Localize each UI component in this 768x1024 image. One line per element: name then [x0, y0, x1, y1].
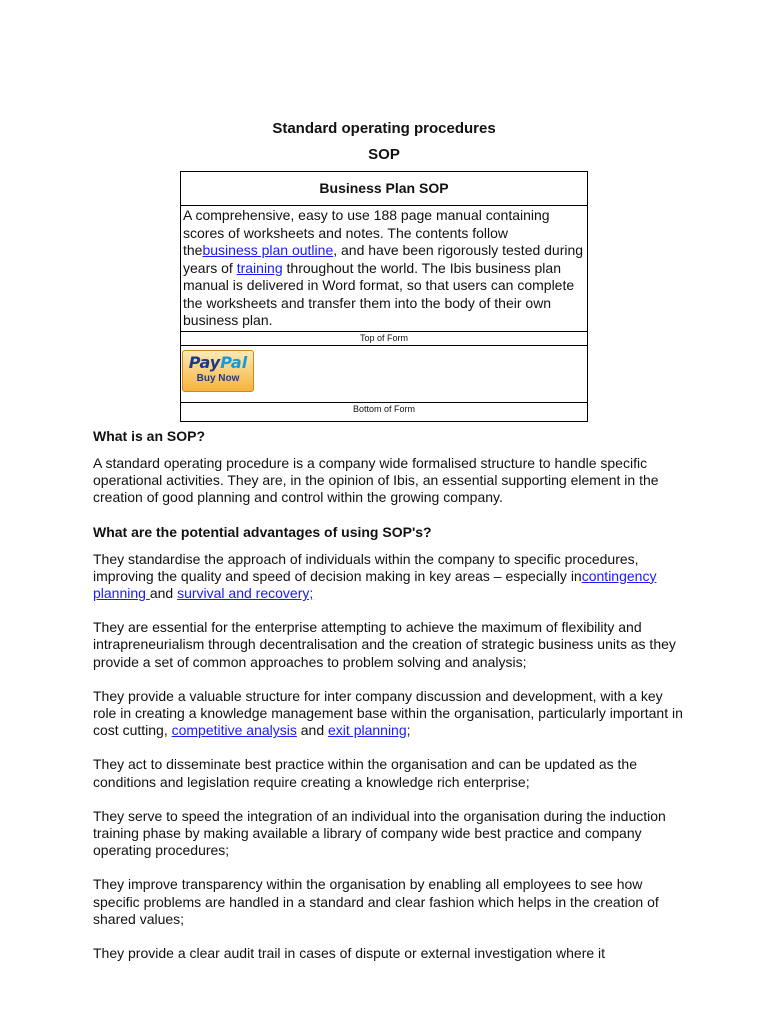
- contingency-planning-link[interactable]: contingency planning: [93, 567, 657, 602]
- what-is-sop-heading: What is an SOP?: [93, 428, 206, 444]
- box-heading: Business Plan SOP: [181, 172, 587, 206]
- buy-now-label: Buy Now: [196, 373, 240, 384]
- form-divider: [181, 345, 587, 346]
- box-text-1: A comprehensive, easy to use 188 page manual containing scores of worksheets and notes. The contents follow the: [183, 207, 550, 258]
- training-link[interactable]: training: [236, 259, 283, 276]
- advantage-paragraph-6: They improve transparency within the organisation by enabling all employees to see how specific problems are handled in a standard and clear fashion which helps in the creation of shared values;: [93, 876, 659, 927]
- top-of-form-label: Top of Form: [359, 333, 408, 343]
- paypal-buy-now-button[interactable]: [182, 350, 254, 392]
- bottom-of-form-label: Bottom of Form: [352, 404, 415, 414]
- box-text-2: , and have been rigorously tested during years of: [183, 242, 584, 276]
- competitive-analysis-link[interactable]: competitive analysis: [171, 722, 297, 739]
- business-plan-sop-box: [180, 171, 588, 422]
- paypal-logo: PayPal: [188, 353, 248, 372]
- advantage-paragraph-5: They serve to speed the integration of an individual into the organisation during the induction training phase by making available a library of company wide best practice and company operating procedures;: [93, 807, 666, 859]
- page-title: Standard operating procedures: [272, 120, 496, 137]
- box-description: [181, 206, 587, 332]
- advantage-paragraph-1: They standardise the approach of individuals within the company to specific procedures, improving the quality and speed of decision making in key areas – especially incontingency planning and survival and recovery;: [93, 550, 657, 602]
- page-subtitle: SOP: [368, 146, 400, 163]
- advantage-paragraph-3: They provide a valuable structure for inter company discussion and development, with a key role in creating a knowledge management base within the organisation, particularly important in cost cutting, competitive analysis and exit planning;: [93, 687, 683, 739]
- advantage-paragraph-4: They act to disseminate best practice within the organisation and can be updated as the conditions and legislation require creating a knowledge rich enterprise;: [93, 756, 638, 790]
- advantage-paragraph-7: They provide a clear audit trail in cases of dispute or external investigation where it: [93, 945, 606, 962]
- document-body: [93, 428, 683, 979]
- what-is-sop-paragraph: A standard operating procedure is a company wide formalised structure to handle specific operational activities. They are, in the opinion of Ibis, an essential supporting element in the creation of good planning and control within the growing company.: [93, 455, 659, 506]
- paypal-form: [181, 347, 587, 403]
- box-text-3: throughout the world. The Ibis business plan manual is delivered in Word format, so that users can complete the worksheets and transfer them into the body of their own business plan.: [183, 259, 575, 328]
- advantage-paragraph-2: They are essential for the enterprise attempting to achieve the maximum of flexibility and intrapreneurialism through decentralisation and the creation of strategic business units as they provide a set of common approaches to problem solving and analysis;: [93, 619, 676, 670]
- exit-planning-link[interactable]: exit planning: [328, 722, 407, 739]
- survival-and-recovery-link[interactable]: survival and recovery;: [177, 585, 314, 602]
- advantages-heading: What are the potential advantages of using SOP's?: [93, 523, 432, 540]
- business-plan-outline-link[interactable]: business plan outline: [202, 242, 334, 258]
